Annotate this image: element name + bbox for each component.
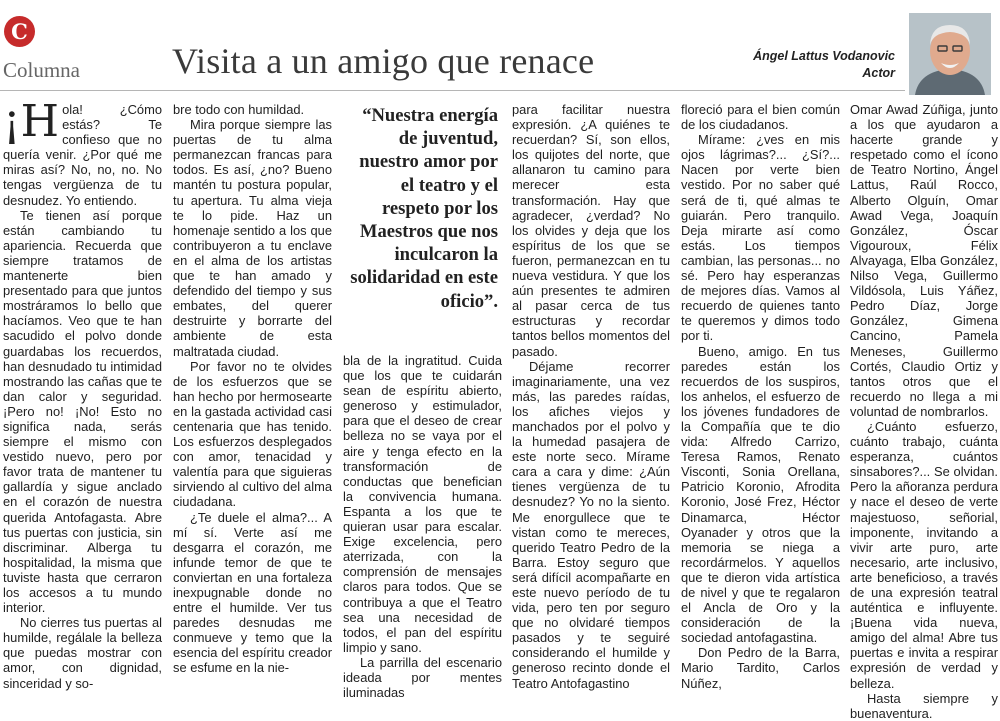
author-role: Actor — [862, 66, 895, 80]
author-name: Ángel Lattus Vodanovic — [753, 49, 895, 63]
article-column-1 — [3, 96, 162, 691]
article-column-3 — [343, 353, 502, 701]
paragraph: Bueno, amigo. En tus paredes están los recuerdos de los suspiros, los anhelos, el esfuerzo de los jóvenes fundadores de la Compañía que te dio vida: Alfredo Carrizo, Teresa Ramos, Renato Visconti, Sonia Orellana, Patricio Koronio, Afrodita Koronio, José Frez, Héctor Dinamarca, Héctor Oyanader y otros que la memoria se niega a recordármelos. Y aquellos que te dieron vida artística de nivel y que te regalaron el Ancla de Oro y la consideración de la sociedad antofagastina. — [681, 343, 840, 646]
paragraph: La parrilla del escenario ideada por mentes iluminadas — [343, 654, 502, 701]
pull-quote: “Nuestra energía de juventud, nuestro amor por el teatro y el respeto por los Maestros que nos inculcaron la solidaridad en este oficio”. — [350, 105, 498, 312]
paragraph: Por favor no te olvides de los esfuerzos que se han hecho por hermosearte en la gastada actividad casi centenaria que has tenido. Los esfuerzos desplegados con amor, tenacidad y valentía para que siguieras sirviendo al cultivo del alma ciudadana. — [173, 358, 332, 510]
paragraph: Omar Awad Zúñiga, junto a los que ayudaron a hacerte grande y respetado como el ícono de Teatro Nortino, Ángel Lattus, Raúl Rocco, Alberto Olguín, Omar Awad Vega, Joaquín González, Óscar Vigouroux, Félix Alvayaga, Elba González, Nilso Vega, Guillermo Vildósola, Luis Yáñez, Pedro Díaz, Jorge González, Gimena Cancino, Pamela Meneses, Guillermo Cortés, Claudio Ortiz y tantos otros que el recuerdo no llega a mi voluntad de nombrarlos. — [850, 102, 998, 419]
paragraph: Mira porque siempre las puertas de tu alma permanezcan francas para todos. Es así, ¿no? Bueno mantén tu postura popular, tu apertura. Tu alma vieja te lo pide. Haz un homenaje sentido a los que contribuyeron a tu enclave en el alma de los artistas que te han amado y defendido del tiempo y sus embates, del querer destruirte y borrarte del ambiente de esta maltratada ciudad. — [173, 117, 332, 359]
paragraph: ¿Cuánto esfuerzo, cuánto trabajo, cuánta esperanza, cuántos sinsabores?... Se olvidan. Pero la añoranza perdura y nace el deseo de verte majestuoso, señorial, imponente, invitando a vivir arte puro, arte necesario, arte inclusivo, arte beneficioso, a través de una expresión teatral auténtica e influyente. ¡Buena vida nueva, amigo del alma! Abre tus puertas e invita a respirar expresión de verdad y belleza. — [850, 418, 998, 691]
paragraph: Don Pedro de la Barra, Mario Tardito, Carlos Núñez, — [681, 645, 840, 691]
article-column-6 — [850, 102, 998, 721]
paragraph: Te tienen así porque están cambiando tu apariencia. Recuerda que siempre tratamos de mantenerte bien presentado para que juntos mostráramos lo bello que hacíamos. Veo que te han sacudido el polvo donde guardabas los recuerdos, han desnudado tu intimidad mostrando las cañas que te dan calor y seguridad. ¡Pero no! ¡No! Esto no significa nada, serás siempre el mismo con vestido nuevo, pero por favor trata de mantener tu gallardía y sigue anclado en el corazón de nuestra querida Antofagasta. Abre tus puertas con justicia, sin discriminar. Alberga tu hospitalidad, la misma que tuviste hasta que cerraron los accesos a tu mundo interior. — [3, 207, 162, 616]
author-byline — [753, 48, 895, 82]
section-logo: C — [4, 16, 35, 47]
article-column-4 — [512, 102, 670, 691]
header-divider — [0, 90, 905, 91]
paragraph: ¿Te duele el alma?... A mí sí. Verte así me desgarra el corazón, me infunde temor de que te conviertan en una fortaleza inexpugnable donde no entre el humilde. Ver tus paredes desnudas me conmueve y temo que la esencia del espíritu creador se esfume en la nie- — [173, 509, 332, 676]
section-name: Columna — [3, 58, 80, 82]
drop-cap: ¡H — [3, 96, 60, 147]
headline: Visita a un amigo que renace — [172, 41, 595, 81]
paragraph: bla de la ingratitud. Cuida que los que te cuidarán sean de espíritu abierto, generoso y estimulador, para que el deseo de crear belleza no se vaya por el aire y tenga efecto en la transformación de conductas que benefician la convivencia humana. Espanta a los que te quieran usar para escalar. Exige excelencia, pero aterrizada, con la comprensión de mensajes claros para todos. Que se contribuya a que el Teatro sea una necesidad de todos, el pan del espíritu limpio y sano. — [343, 353, 502, 655]
paragraph: No cierres tus puertas al humilde, regálale la belleza que puedas mostrar con amor, con dignidad, sinceridad y so- — [3, 615, 162, 691]
paragraph: para facilitar nuestra expresión. ¿A quiénes te recuerdan? Sí, son ellos, los quijotes del norte, que allanaron tu camino para merecer esta transformación. Hay que agradecer, ¿verdad? No los olvides y deja que los espíritus de los que se fueron, permanezcan en tu nueva vestidura. Y que los aún presentes te admiren al pasar cerca de tus estructuras y recordar tantos bellos momentos del pasado. — [512, 102, 670, 359]
author-photo — [909, 13, 991, 95]
article-column-5 — [681, 102, 840, 691]
paragraph: floreció para el bien común de los ciudadanos. — [681, 102, 840, 133]
paragraph: bre todo con humildad. — [173, 102, 305, 117]
paragraph: ¡H ola! ¿Cómo estás? Te confieso que no quería venir. ¿Por qué me miras así? No, no, no. No tengas vergüenza de tu desnudez. Yo entiendo. — [3, 96, 162, 208]
paragraph: Hasta siempre y buenaventura. — [850, 690, 998, 721]
paragraph: Mírame: ¿ves en mis ojos lágrimas?... ¿Sí?... Nacen por verte bien vestido. Por no saber qué será de ti, qué almas te guiarán. Pero tranquilo. Deja mirarte así como estás. Los tiempos cambian, las personas... no sé. Pero hay esperanzas de mejores días. Vamos al recuerdo de quienes tanto te queremos y dimos todo por ti. — [681, 132, 840, 344]
paragraph: Déjame recorrer imaginariamente, una vez más, las paredes raídas, los afiches viejos y manchados por el polvo y la humedad pasajera de este norte seco. Mírame cara a cara y dime: ¿Aún tienes vergüenza de tu desnudez? Yo no la siento. Me enorgullece que te vistan como te mereces, querido Teatro Pedro de la Barra. Estoy seguro que será difícil acompañarte en este nuevo período de tu vida, pero ten por seguro que no olvidaré tiempos pasados y te seguiré considerando el humilde y generoso recinto donde el Teatro Antofagastino — [512, 358, 670, 691]
article-column-2 — [173, 102, 332, 676]
